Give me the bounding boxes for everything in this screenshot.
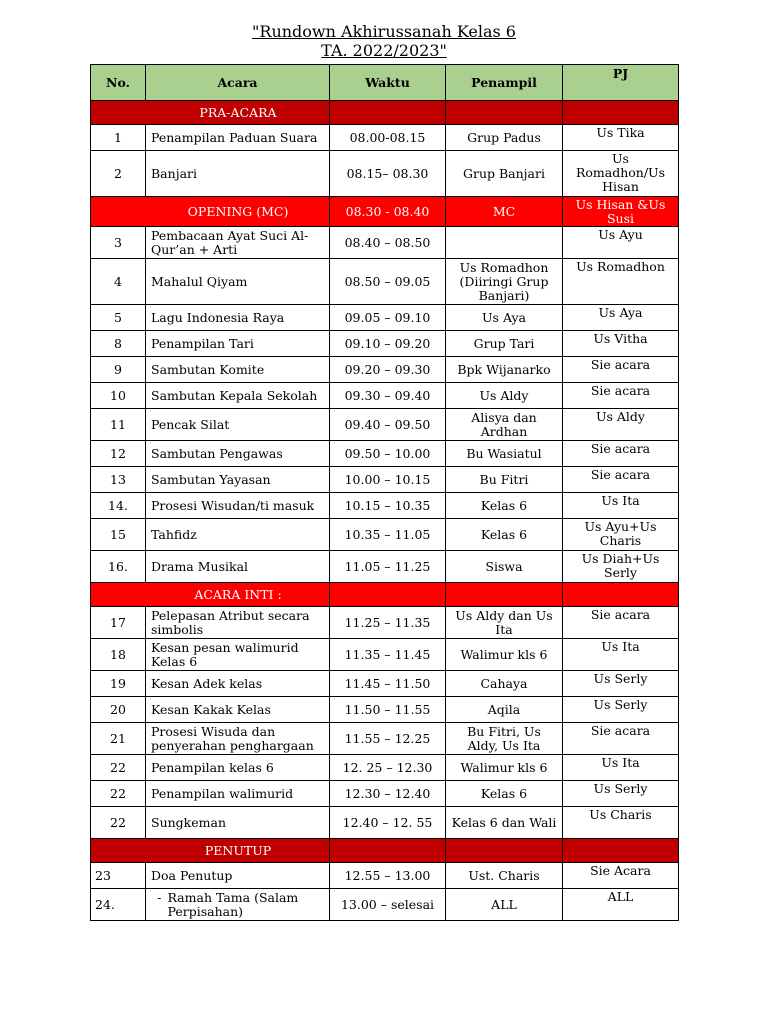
table-row bbox=[91, 889, 679, 921]
row-acara: Kesan Adek kelas bbox=[146, 671, 330, 697]
row-waktu: 13.00 – selesai bbox=[330, 889, 446, 921]
header-acara: Acara bbox=[146, 65, 330, 101]
row-waktu: 10.35 – 11.05 bbox=[330, 519, 446, 551]
row-penampil: ALL bbox=[446, 889, 563, 921]
row-pj: Us Diah+Us Serly bbox=[563, 551, 679, 583]
row-penampil: Siswa bbox=[446, 551, 563, 583]
table-header-row bbox=[91, 65, 679, 101]
row-waktu: 11.25 – 11.35 bbox=[330, 607, 446, 639]
table-row bbox=[91, 357, 679, 383]
row-no: 3 bbox=[91, 227, 146, 259]
header-no: No. bbox=[91, 65, 146, 101]
row-penampil: Kelas 6 bbox=[446, 781, 563, 807]
row-waktu: 11.55 – 12.25 bbox=[330, 723, 446, 755]
row-pj: Us Romadhon bbox=[563, 259, 679, 305]
table-row bbox=[91, 409, 679, 441]
row-acara: Penampilan Tari bbox=[146, 331, 330, 357]
row-acara: Ramah Tama (Salam Perpisahan) bbox=[167, 889, 299, 919]
row-pj: Sie acara bbox=[563, 607, 679, 639]
row-acara: Tahfidz bbox=[146, 519, 330, 551]
row-acara: Pencak Silat bbox=[146, 409, 330, 441]
row-pj: Us Serly bbox=[563, 671, 679, 697]
row-no: 22 bbox=[91, 807, 146, 839]
row-no: 17 bbox=[91, 607, 146, 639]
section-label: ACARA INTI : bbox=[194, 586, 282, 602]
row-pj: Us Ita bbox=[563, 639, 679, 671]
row-penampil: Cahaya bbox=[446, 671, 563, 697]
row-penampil: Bu Fitri, Us Aldy, Us Ita bbox=[446, 723, 563, 755]
row-waktu: 08.40 – 08.50 bbox=[330, 227, 446, 259]
row-acara: Banjari bbox=[146, 151, 330, 197]
row-acara: Sungkeman bbox=[146, 807, 330, 839]
row-waktu: 08.00-08.15 bbox=[330, 125, 446, 151]
row-acara: Drama Musikal bbox=[146, 551, 330, 583]
table-row bbox=[91, 467, 679, 493]
title-line-2: TA. 2022/2023" bbox=[321, 41, 447, 60]
header-penampil: Penampil bbox=[446, 65, 563, 101]
row-no: 2 bbox=[91, 151, 146, 197]
row-no: 19 bbox=[91, 671, 146, 697]
row-pj: Sie acara bbox=[563, 383, 679, 409]
row-pj: Us Aya bbox=[563, 305, 679, 331]
title-line-1: "Rundown Akhirussanah Kelas 6 bbox=[252, 22, 516, 41]
row-no: 22 bbox=[91, 755, 146, 781]
row-acara: Doa Penutup bbox=[146, 863, 330, 889]
table-row bbox=[91, 551, 679, 583]
row-penampil: Kelas 6 bbox=[446, 519, 563, 551]
table-row bbox=[91, 331, 679, 357]
table-row bbox=[91, 151, 679, 197]
row-penampil: Us Aya bbox=[446, 305, 563, 331]
row-waktu: 11.35 – 11.45 bbox=[330, 639, 446, 671]
row-penampil: Ust. Charis bbox=[446, 863, 563, 889]
row-waktu: 12.40 – 12. 55 bbox=[330, 807, 446, 839]
row-acara: Penampilan walimurid bbox=[146, 781, 330, 807]
row-penampil: Kelas 6 bbox=[446, 493, 563, 519]
table-row bbox=[91, 305, 679, 331]
section-label: PRA-ACARA bbox=[199, 104, 277, 120]
table-row bbox=[91, 227, 679, 259]
row-penampil: Walimur kls 6 bbox=[446, 755, 563, 781]
row-no: 4 bbox=[91, 259, 146, 305]
row-acara: Kesan Kakak Kelas bbox=[146, 697, 330, 723]
row-waktu: 09.05 – 09.10 bbox=[330, 305, 446, 331]
row-pj: Us Ayu bbox=[563, 227, 679, 259]
row-penampil: Aqila bbox=[446, 697, 563, 723]
row-pj: Sie Acara bbox=[563, 863, 679, 889]
row-pj: Us Serly bbox=[563, 697, 679, 723]
row-penampil: Walimur kls 6 bbox=[446, 639, 563, 671]
row-acara: Prosesi Wisudan/ti masuk bbox=[146, 493, 330, 519]
row-no: 12 bbox=[91, 441, 146, 467]
row-no: 11 bbox=[91, 409, 146, 441]
row-no: 18 bbox=[91, 639, 146, 671]
row-acara: Lagu Indonesia Raya bbox=[146, 305, 330, 331]
row-penampil: Kelas 6 dan Wali bbox=[446, 807, 563, 839]
row-acara: Mahalul Qiyam bbox=[146, 259, 330, 305]
table-row bbox=[91, 493, 679, 519]
row-waktu: 08.50 – 09.05 bbox=[330, 259, 446, 305]
table-row bbox=[91, 639, 679, 671]
row-acara-cell bbox=[146, 889, 330, 921]
row-penampil: Us Aldy dan Us Ita bbox=[446, 607, 563, 639]
header-waktu: Waktu bbox=[330, 65, 446, 101]
row-pj: Sie acara bbox=[563, 357, 679, 383]
table-row bbox=[91, 755, 679, 781]
table-row bbox=[91, 671, 679, 697]
row-penampil: Grup Banjari bbox=[446, 151, 563, 197]
opening-waktu: 08.30 - 08.40 bbox=[330, 197, 446, 227]
row-penampil: Bu Wasiatul bbox=[446, 441, 563, 467]
list-dash: - bbox=[157, 889, 162, 905]
table-row bbox=[91, 723, 679, 755]
row-acara: Sambutan Kepala Sekolah bbox=[146, 383, 330, 409]
row-waktu: 10.15 – 10.35 bbox=[330, 493, 446, 519]
row-acara: Prosesi Wisuda dan penyerahan penghargaan bbox=[146, 723, 330, 755]
row-waktu: 12.55 – 13.00 bbox=[330, 863, 446, 889]
opening-penampil: MC bbox=[446, 197, 563, 227]
row-penampil bbox=[446, 227, 563, 259]
row-penampil: Bu Fitri bbox=[446, 467, 563, 493]
section-pra-acara bbox=[91, 101, 679, 125]
row-pj: Us Ita bbox=[563, 493, 679, 519]
section-label: PENUTUP bbox=[204, 842, 272, 858]
row-no: 8 bbox=[91, 331, 146, 357]
table-row bbox=[91, 519, 679, 551]
row-pj: Us Vitha bbox=[563, 331, 679, 357]
table-row bbox=[91, 781, 679, 807]
table-row bbox=[91, 125, 679, 151]
section-penutup bbox=[91, 839, 679, 863]
row-waktu: 08.15– 08.30 bbox=[330, 151, 446, 197]
row-acara: Pelepasan Atribut secara simbolis bbox=[146, 607, 330, 639]
section-opening bbox=[91, 197, 679, 227]
section-label: OPENING (MC) bbox=[187, 203, 289, 219]
row-no: 9 bbox=[91, 357, 146, 383]
row-penampil: Bpk Wijanarko bbox=[446, 357, 563, 383]
rundown-table bbox=[90, 64, 679, 921]
table-row bbox=[91, 383, 679, 409]
section-acara-inti bbox=[91, 583, 679, 607]
row-pj: ALL bbox=[563, 889, 679, 921]
row-no: 24. bbox=[91, 889, 146, 921]
row-waktu: 11.05 – 11.25 bbox=[330, 551, 446, 583]
document-title bbox=[0, 22, 768, 60]
row-waktu: 09.50 – 10.00 bbox=[330, 441, 446, 467]
table-row bbox=[91, 607, 679, 639]
row-pj: Us Serly bbox=[563, 781, 679, 807]
row-pj: Us Ayu+Us Charis bbox=[563, 519, 679, 551]
row-pj: Us Charis bbox=[563, 807, 679, 839]
row-pj: Sie acara bbox=[563, 723, 679, 755]
row-acara: Sambutan Pengawas bbox=[146, 441, 330, 467]
row-waktu: 09.30 – 09.40 bbox=[330, 383, 446, 409]
row-acara: Penampilan Paduan Suara bbox=[146, 125, 330, 151]
row-waktu: 12. 25 – 12.30 bbox=[330, 755, 446, 781]
row-waktu: 09.10 – 09.20 bbox=[330, 331, 446, 357]
row-penampil: Grup Tari bbox=[446, 331, 563, 357]
row-no: 10 bbox=[91, 383, 146, 409]
table-row bbox=[91, 863, 679, 889]
row-waktu: 11.50 – 11.55 bbox=[330, 697, 446, 723]
row-no: 15 bbox=[91, 519, 146, 551]
row-no: 1 bbox=[91, 125, 146, 151]
row-penampil: Us Aldy bbox=[446, 383, 563, 409]
row-no: 16. bbox=[91, 551, 146, 583]
row-pj: Us Ita bbox=[563, 755, 679, 781]
row-pj: Us Tika bbox=[563, 125, 679, 151]
row-pj: Sie acara bbox=[563, 441, 679, 467]
row-pj: Sie acara bbox=[563, 467, 679, 493]
ramah-tama-item bbox=[151, 891, 325, 919]
table-row bbox=[91, 807, 679, 839]
row-waktu: 09.40 – 09.50 bbox=[330, 409, 446, 441]
table-row bbox=[91, 697, 679, 723]
row-waktu: 09.20 – 09.30 bbox=[330, 357, 446, 383]
header-pj: PJ bbox=[563, 65, 679, 101]
row-waktu: 11.45 – 11.50 bbox=[330, 671, 446, 697]
row-no: 23 bbox=[91, 863, 146, 889]
row-acara: Sambutan Yayasan bbox=[146, 467, 330, 493]
row-penampil: Alisya dan Ardhan bbox=[446, 409, 563, 441]
row-acara: Pembacaan Ayat Suci Al-Qur’an + Arti bbox=[146, 227, 330, 259]
row-acara: Penampilan kelas 6 bbox=[146, 755, 330, 781]
row-waktu: 10.00 – 10.15 bbox=[330, 467, 446, 493]
table-row bbox=[91, 441, 679, 467]
row-acara: Sambutan Komite bbox=[146, 357, 330, 383]
row-no: 21 bbox=[91, 723, 146, 755]
row-waktu: 12.30 – 12.40 bbox=[330, 781, 446, 807]
row-no: 22 bbox=[91, 781, 146, 807]
row-penampil: Grup Padus bbox=[446, 125, 563, 151]
row-pj: Us Aldy bbox=[563, 409, 679, 441]
row-penampil: Us Romadhon (Diiringi Grup Banjari) bbox=[446, 259, 563, 305]
row-acara: Kesan pesan walimurid Kelas 6 bbox=[146, 639, 330, 671]
row-no: 13 bbox=[91, 467, 146, 493]
row-pj: Us Romadhon/Us Hisan bbox=[563, 151, 679, 197]
row-no: 5 bbox=[91, 305, 146, 331]
opening-pj: Us Hisan &Us Susi bbox=[563, 197, 679, 227]
row-no: 14. bbox=[91, 493, 146, 519]
row-no: 20 bbox=[91, 697, 146, 723]
table-row bbox=[91, 259, 679, 305]
